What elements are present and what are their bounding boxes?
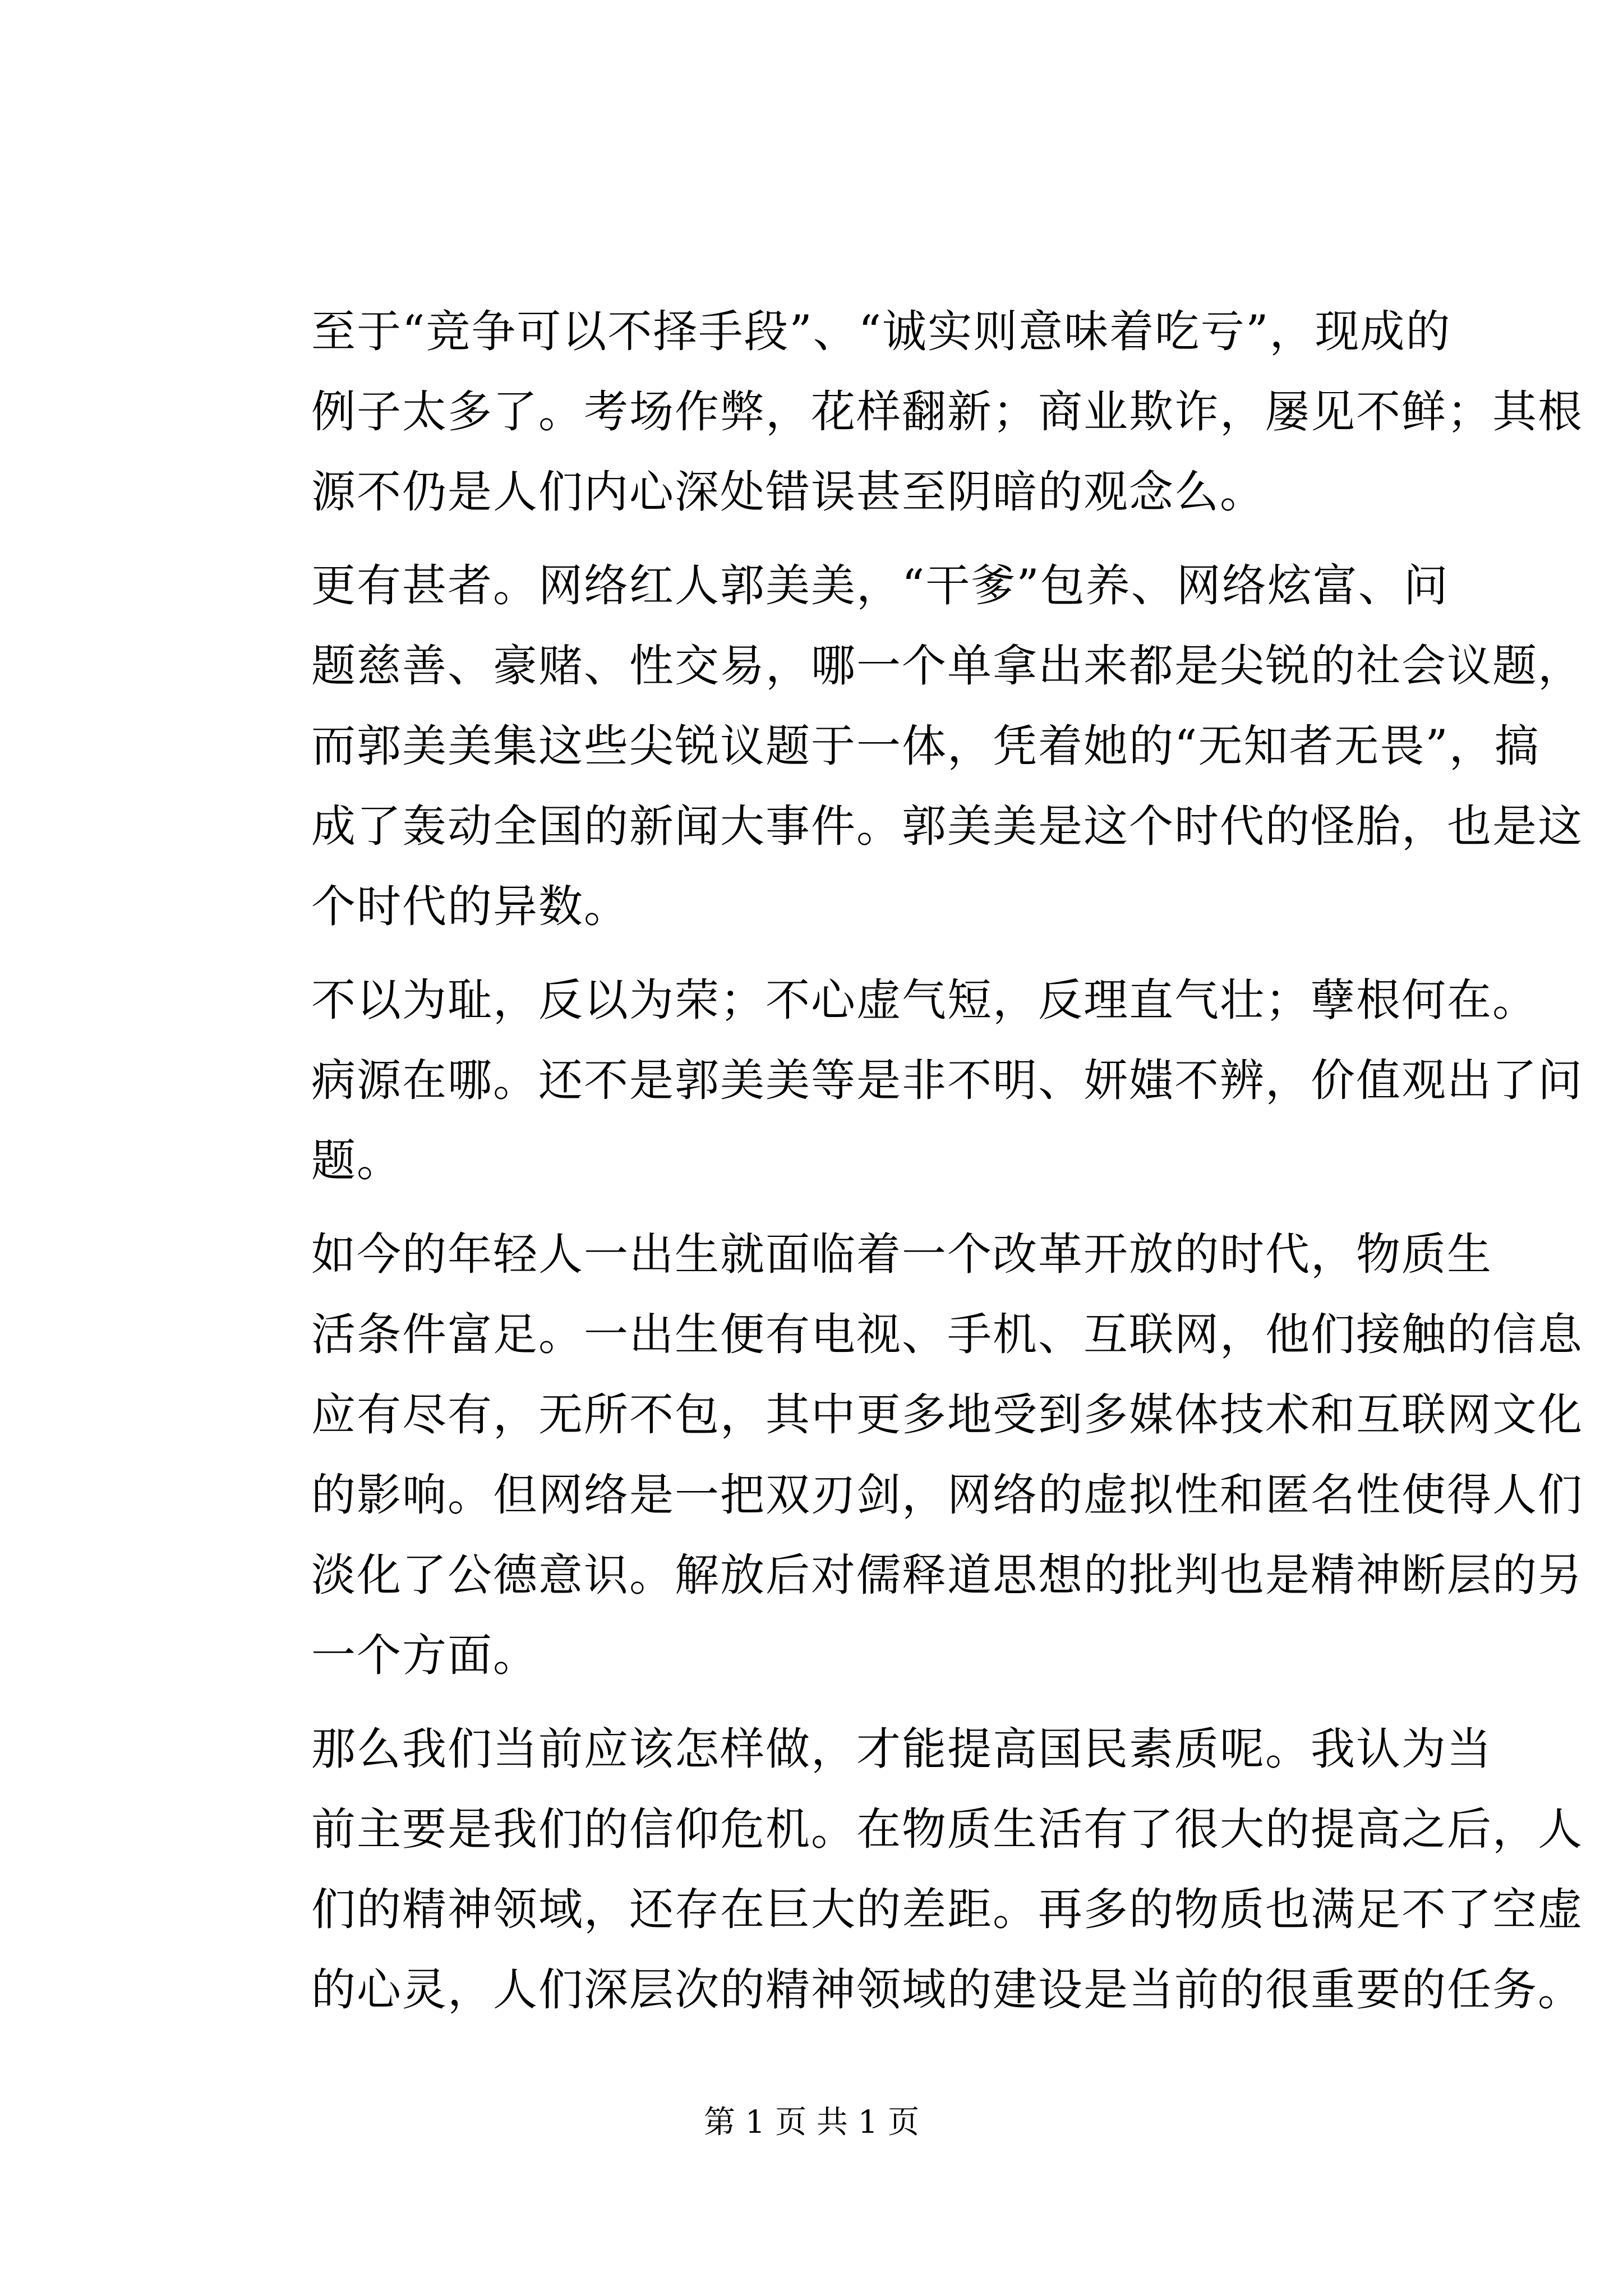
paragraph-line: 淡化了公德意识。解放后对儒释道思想的批判也是精神断层的另 bbox=[311, 1549, 1583, 1601]
paragraph-2 bbox=[223, 546, 1583, 947]
paragraph-line: 活条件富足。一出生便有电视、手机、互联网，他们接触的信息 bbox=[311, 1309, 1583, 1360]
paragraph-line: 个时代的异数。 bbox=[311, 881, 629, 932]
paragraph-line: 前主要是我们的信仰危机。在物质生活有了很大的提高之后，人 bbox=[311, 1803, 1583, 1855]
paragraph-5 bbox=[223, 1709, 1583, 2030]
paragraph-line: 题慈善、豪赌、性交易，哪一个单拿出来都是尖锐的社会议题， bbox=[311, 640, 1583, 692]
paragraph-line: 的心灵，人们深层次的精神领域的建设是当前的很重要的任务。 bbox=[311, 1964, 1583, 2016]
paragraph-line: 成了轰动全国的新闻大事件。郭美美是这个时代的怪胎，也是这 bbox=[311, 800, 1583, 852]
paragraph-line: 不以为耻，反以为荣；不心虚气短，反理直气壮；孽根何在。 bbox=[311, 974, 1538, 1026]
paragraph-line: 而郭美美集这些尖锐议题于一体，凭着她的“无知者无畏”，搞 bbox=[311, 720, 1540, 772]
paragraph-line: 那么我们当前应该怎样做，才能提高国民素质呢。我认为当 bbox=[311, 1723, 1492, 1775]
page-number-label: 第 1 页 共 1 页 bbox=[703, 2104, 920, 2141]
paragraph-line: 如今的年轻人一出生就面临着一个改革开放的时代，物质生 bbox=[311, 1228, 1492, 1280]
paragraph-line: 源不仍是人们内心深处错误甚至阴暗的观念么。 bbox=[311, 466, 1265, 518]
paragraph-4 bbox=[223, 1214, 1583, 1696]
paragraph-line: 更有甚者。网络红人郭美美，“干爹”包养、网络炫富、问 bbox=[311, 560, 1449, 611]
paragraph-line: 们的精神领域，还存在巨大的差距。再多的物质也满足不了空虚 bbox=[311, 1884, 1583, 1935]
paragraph-line: 病源在哪。还不是郭美美等是非不明、妍媸不辨，价值观出了问 bbox=[311, 1055, 1583, 1106]
paragraph-line: 例子太多了。考场作弊，花样翻新；商业欺诈，屡见不鲜；其根 bbox=[311, 386, 1583, 438]
paragraph-line: 至于“竞争可以不择手段”、“诚实则意味着吃亏”，现成的 bbox=[311, 306, 1451, 357]
paragraph-line: 的影响。但网络是一把双刃剑，网络的虚拟性和匿名性使得人们 bbox=[311, 1469, 1583, 1521]
document-body bbox=[223, 292, 1583, 2030]
paragraph-1 bbox=[223, 292, 1583, 532]
paragraph-line: 应有尽有，无所不包，其中更多地受到多媒体技术和互联网文化 bbox=[311, 1389, 1583, 1441]
paragraph-line: 题。 bbox=[311, 1135, 402, 1186]
paragraph-3 bbox=[223, 960, 1583, 1201]
page-footer bbox=[0, 2100, 1623, 2145]
paragraph-line: 一个方面。 bbox=[311, 1630, 538, 1681]
